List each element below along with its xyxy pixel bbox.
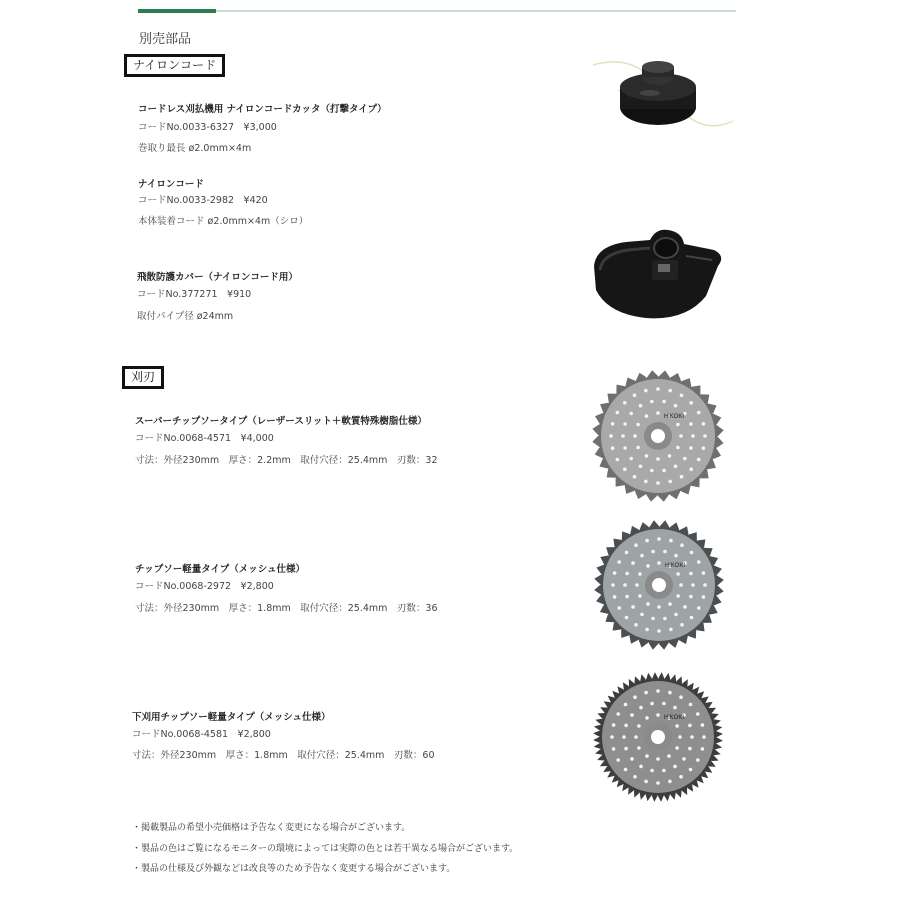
product-spec: 取付パイプ径 ø24mm — [137, 311, 234, 322]
product-spec: 寸法：外径230mm 厚さ：1.8mm 取付穴径：25.4mm 刃数：60 — [132, 750, 435, 761]
product-code: コードNo.0068-2972 ¥2,800 — [135, 581, 274, 592]
blade-brand-label: HiKOKI — [664, 715, 685, 721]
product-spec: 寸法：外径230mm 厚さ：1.8mm 取付穴径：25.4mm 刃数：36 — [135, 603, 438, 614]
product-code: コードNo.0033-6327 ¥3,000 — [138, 122, 277, 133]
product-code: コードNo.377271 ¥910 — [137, 289, 252, 300]
product-name: 下刈用チップソー軽量タイプ（メッシュ仕様） — [132, 712, 331, 723]
guard-cover-image — [586, 226, 736, 326]
product-spec: 巻取り最長 ø2.0mm×4m — [138, 143, 252, 154]
nylon-cord-cutter-image — [588, 55, 738, 135]
product-code: コードNo.0068-4571 ¥4,000 — [135, 433, 274, 444]
section-title: 別売部品 — [139, 32, 192, 47]
category-blade: 刈刃 — [122, 366, 164, 389]
product-name: スーパーチップソータイプ（レーザースリット＋軟質特殊樹脂仕様） — [135, 416, 427, 427]
product-spec: 本体装着コード ø2.0mm×4m（シロ） — [138, 216, 309, 227]
header-divider — [138, 10, 736, 12]
blade-image-super-chipsaw — [588, 366, 728, 506]
header-divider-accent — [138, 9, 216, 13]
note: ・製品の色はご覧になるモニターの環境によっては実際の色とは若干異なる場合がございます。 — [132, 844, 519, 854]
note: ・製品の仕様及び外観などは改良等のため予告なく変更する場合がございます。 — [132, 864, 456, 874]
blade-image-undergrowth-mesh — [589, 668, 727, 806]
blade-image-light-mesh — [590, 516, 728, 654]
blade-brand-label: HiKOKI — [664, 414, 685, 420]
note: ・掲載製品の希望小売価格は予告なく変更になる場合がございます。 — [132, 823, 411, 833]
blade-brand-label: HiKOKI — [665, 563, 686, 569]
product-name: ナイロンコード — [138, 179, 204, 190]
product-name: 飛散防護カバー（ナイロンコード用） — [137, 272, 298, 283]
product-code: コードNo.0068-4581 ¥2,800 — [132, 729, 271, 740]
product-name: コードレス刈払機用 ナイロンコードカッタ（打撃タイプ） — [138, 104, 387, 115]
product-name: チップソー軽量タイプ（メッシュ仕様） — [135, 564, 306, 575]
product-spec: 寸法：外径230mm 厚さ：2.2mm 取付穴径：25.4mm 刃数：32 — [135, 455, 438, 466]
category-nylon-cord: ナイロンコード — [124, 54, 225, 77]
product-code: コードNo.0033-2982 ¥420 — [138, 195, 268, 206]
